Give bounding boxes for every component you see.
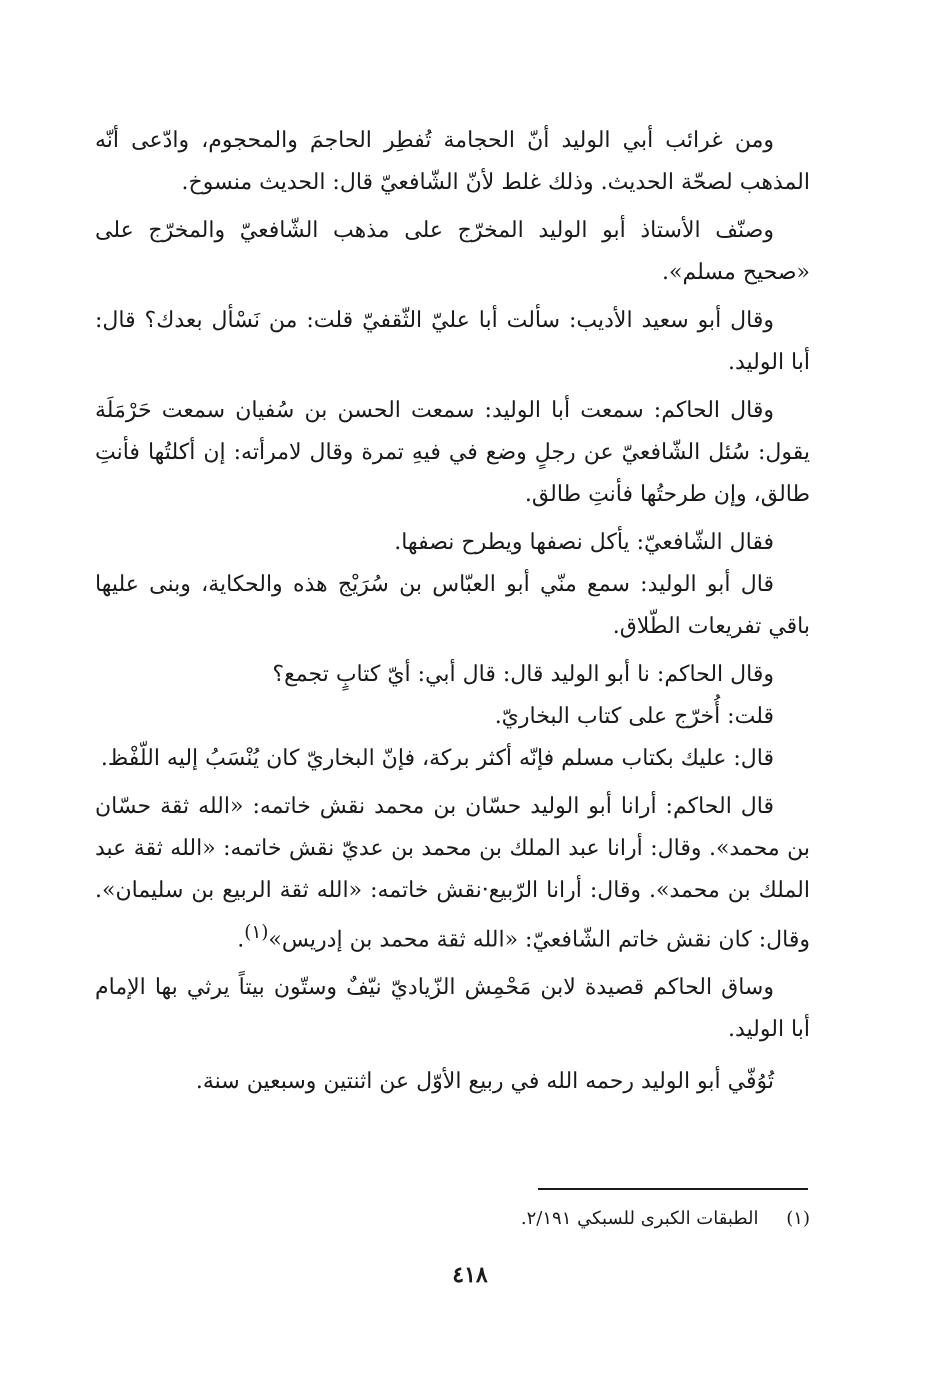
- paragraph-11: وساق الحاكم قصيدة لابن مَحْمِش الزّياديّ نيّفٌ وستّون بيتاً يرثي بها الإمام أبا الوليد.: [95, 975, 810, 1043]
- paragraph-10-text: قال الحاكم: أرانا أبو الوليد حسّان بن محمد نقش خاتمه: «الله ثقة حسّان بن محمد». وقال: أرانا عبد الملك بن محمد بن عديّ نقش خاتمه: «الله ثقة عبد الملك بن محمد». وقال: أرانا الرّبيع·نقش خاتمه: «الله ثقة الربيع بن سليمان». وقال: كان نقش خاتم الشّافعيّ: «الله ثقة محمد بن إدريس»: [95, 794, 810, 953]
- paragraph-10: [95, 786, 810, 961]
- main-text: [95, 120, 810, 1109]
- footnote-text: الطبقات الكبرى للسبكي ٢/١٩١.: [520, 1208, 759, 1229]
- page-number: ٤١٨: [452, 1262, 488, 1288]
- paragraph-9: قال: عليك بكتاب مسلم فإنّه أكثر بركة، فإنّ البخاريّ كان يُنْسَبُ إليه اللّفْظ.: [100, 746, 774, 771]
- footnote-marker: (١): [244, 922, 269, 943]
- paragraph-8: قلت: أُخرّج على كتاب البخاريّ.: [494, 704, 774, 729]
- paragraph-3: وقال أبو سعيد الأديب: سألت أبا عليّ الثّقفيّ قلت: من نَسْأل بعدك؟ قال: أبا الوليد.: [95, 308, 810, 375]
- paragraph-2: وصنّف الأستاذ أبو الوليد المخرّج على مذهب الشّافعيّ والمخرّج على «صحيح مسلم».: [95, 218, 810, 285]
- paragraph-7: وقال الحاكم: نا أبو الوليد قال: قال أبي: أيّ كتابٍ تجمع؟: [272, 662, 774, 687]
- paragraph-5: فقال الشّافعيّ: يأكل نصفها ويطرح نصفها.: [394, 530, 774, 555]
- footnote-separator: [538, 1188, 808, 1190]
- paragraph-1: ومن غرائب أبي الوليد أنّ الحجامة تُفطِر الحاجمَ والمحجوم، وادّعى أنّه المذهب لصحّة الحديث. وذلك غلط لأنّ الشّافعيّ قال: الحديث منسوخ.: [95, 128, 810, 195]
- paragraph-10-end: .: [237, 927, 245, 953]
- paragraph-12: تُوُفّي أبو الوليد رحمه الله في ربيع الأوّل عن اثنتين وسبعين سنة.: [195, 1069, 774, 1095]
- footnote: [95, 1204, 810, 1234]
- paragraph-6: قال أبو الوليد: سمع منّي أبو العبّاس بن سُرَيْج هذه والحكاية، وبنى عليها باقي تفريعات الطّلاق.: [95, 572, 810, 639]
- footnote-number: (١): [786, 1208, 810, 1229]
- paragraph-4: وقال الحاكم: سمعت أبا الوليد: سمعت الحسن بن سُفيان سمعت حَرْمَلَة يقول: سُئل الشّافعيّ عن رجلٍ وضع في فيهِ تمرة وقال لامرأته: إن أكلتُها فأنتِ طالق، وإن طرحتُها فأنتِ طالق.: [95, 398, 810, 507]
